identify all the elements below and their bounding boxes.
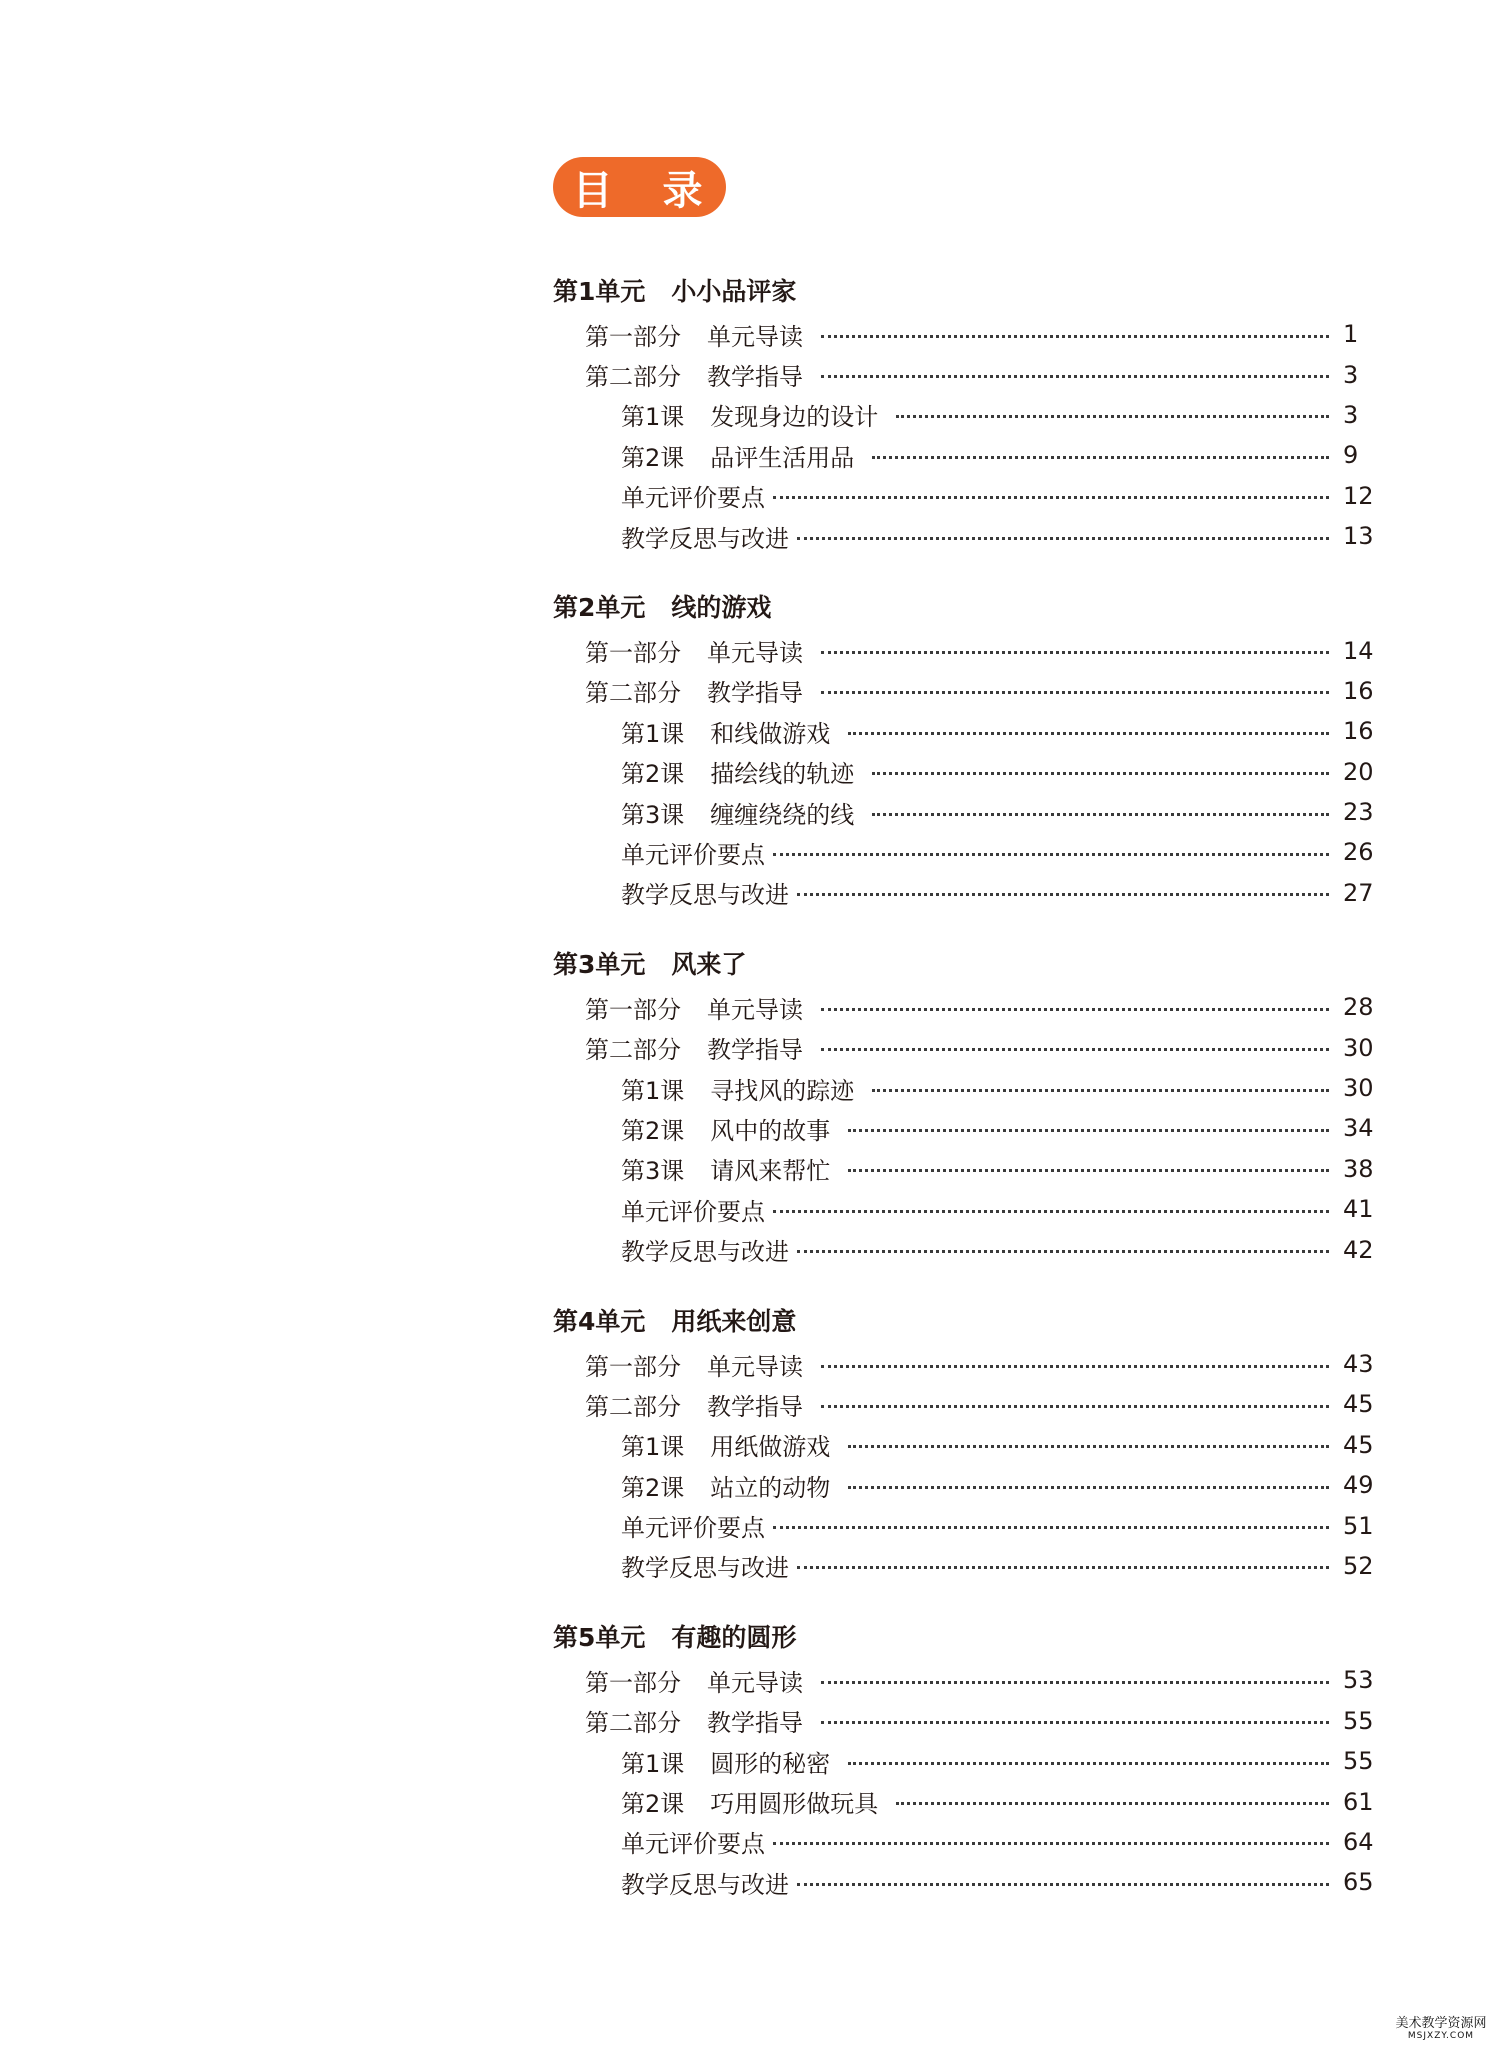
dot-leader [797, 893, 1329, 896]
entry-label [621, 1865, 789, 1900]
entry-title: 站立的动物 [710, 1473, 831, 1502]
entry-label [585, 1703, 803, 1738]
entry-section: 单元评价要点 [621, 484, 765, 513]
dot-leader [821, 375, 1329, 378]
unit-heading[interactable] [553, 943, 1383, 987]
toc-entry[interactable] [553, 1781, 1383, 1821]
unit-heading[interactable] [553, 270, 1383, 314]
toc-entry[interactable] [553, 1660, 1383, 1700]
toc-entry[interactable] [553, 1465, 1383, 1505]
entry-section: 教学反思与改进 [621, 881, 789, 910]
page-number: 42 [1343, 1235, 1374, 1264]
toc-entry[interactable] [553, 987, 1383, 1027]
dot-leader [773, 1210, 1329, 1213]
entry-label [621, 519, 789, 554]
dot-leader [848, 1129, 1329, 1132]
page-number: 45 [1343, 1390, 1374, 1419]
toc-entry[interactable] [553, 671, 1383, 711]
watermark-en: MSJXZY.COM [1407, 2031, 1475, 2041]
entry-title: 缠缠绕绕的线 [710, 800, 855, 829]
entry-label [585, 673, 803, 708]
entry-label [621, 1468, 830, 1503]
toc-entry[interactable] [553, 832, 1383, 872]
toc-entry[interactable] [553, 1384, 1383, 1424]
page-number: 13 [1343, 522, 1374, 551]
entry-title: 教学指导 [707, 1036, 803, 1065]
entry-section: 第2课 [621, 443, 685, 472]
toc-entry[interactable] [553, 1546, 1383, 1586]
page-number: 52 [1343, 1551, 1374, 1580]
page-number: 9 [1343, 441, 1359, 470]
unit-heading[interactable] [553, 586, 1383, 630]
entry-section: 第1课 [621, 1433, 685, 1462]
unit-number: 第3单元 [553, 950, 646, 980]
entry-section: 第1课 [621, 719, 685, 748]
toc-entry[interactable] [553, 711, 1383, 751]
entry-label [585, 317, 803, 352]
entry-label [585, 1387, 803, 1422]
entry-section: 单元评价要点 [621, 1197, 765, 1226]
page-number: 14 [1343, 636, 1374, 665]
dot-leader [848, 1445, 1329, 1448]
toc-entry[interactable] [553, 395, 1383, 435]
entry-title: 描绘线的轨迹 [710, 760, 855, 789]
dot-leader [821, 1681, 1329, 1684]
toc-entry[interactable] [553, 1822, 1383, 1862]
toc-entry[interactable] [553, 435, 1383, 475]
entry-section: 第2课 [621, 760, 685, 789]
dot-leader [821, 1405, 1329, 1408]
entry-title: 用纸做游戏 [710, 1433, 831, 1462]
toc-entry[interactable] [553, 314, 1383, 354]
entry-section: 第1课 [621, 1076, 685, 1105]
entry-title: 品评生活用品 [710, 443, 855, 472]
toc-unit [553, 586, 1383, 913]
page-number: 1 [1343, 320, 1359, 349]
page-number: 41 [1343, 1195, 1374, 1224]
entry-label [621, 1824, 765, 1859]
unit-number: 第5单元 [553, 1623, 646, 1653]
toc-entry[interactable] [553, 630, 1383, 670]
dot-leader [872, 456, 1329, 459]
toc-unit [553, 1616, 1383, 1902]
page-number: 55 [1343, 1706, 1374, 1735]
unit-name: 用纸来创意 [671, 1306, 797, 1336]
entry-section: 第3课 [621, 1157, 685, 1186]
entry-title: 巧用圆形做玩具 [710, 1790, 879, 1819]
entry-title: 圆形的秘密 [710, 1749, 831, 1778]
entry-section: 教学反思与改进 [621, 1238, 789, 1267]
page-number: 27 [1343, 878, 1374, 907]
entry-section: 教学反思与改进 [621, 1870, 789, 1899]
toc-entry[interactable] [553, 1862, 1383, 1902]
entry-title: 教学指导 [707, 679, 803, 708]
dot-leader [896, 1802, 1329, 1805]
entry-label [585, 1030, 803, 1065]
entry-label [621, 1744, 830, 1779]
page-number: 16 [1343, 676, 1374, 705]
dot-leader [821, 651, 1329, 654]
dot-leader [848, 1762, 1329, 1765]
entry-section: 第一部分 [585, 995, 681, 1024]
entry-section: 第二部分 [585, 1392, 681, 1421]
entry-label [621, 1192, 765, 1227]
toc-unit [553, 1300, 1383, 1586]
page-number: 49 [1343, 1471, 1374, 1500]
toc-entry[interactable] [553, 1425, 1383, 1465]
entry-title: 和线做游戏 [710, 719, 831, 748]
toc-entry[interactable] [553, 1068, 1383, 1108]
page-number: 65 [1343, 1868, 1374, 1897]
page-number: 55 [1343, 1747, 1374, 1776]
page-number: 45 [1343, 1430, 1374, 1459]
page-number: 30 [1343, 1033, 1374, 1062]
dot-leader [821, 1048, 1329, 1051]
entry-section: 第二部分 [585, 679, 681, 708]
entry-label [621, 478, 765, 513]
toc-entry[interactable] [553, 1701, 1383, 1741]
entry-label [621, 795, 854, 830]
dot-leader [896, 415, 1329, 418]
entry-section: 第2课 [621, 1790, 685, 1819]
entry-section: 第2课 [621, 1473, 685, 1502]
page-number: 38 [1343, 1154, 1374, 1183]
entry-title: 单元导读 [707, 1352, 803, 1381]
dot-leader [773, 496, 1329, 499]
dot-leader [872, 1089, 1329, 1092]
watermark-cn: 美术教学资源网 [1395, 2016, 1487, 2031]
dot-leader [848, 1486, 1329, 1489]
dot-leader [872, 813, 1329, 816]
entry-title: 教学指导 [707, 363, 803, 392]
table-of-contents [553, 270, 1383, 1933]
entry-section: 单元评价要点 [621, 1830, 765, 1859]
entry-label [621, 1508, 765, 1543]
dot-leader [821, 1721, 1329, 1724]
entry-section: 教学反思与改进 [621, 1554, 789, 1583]
toc-entry[interactable] [553, 1149, 1383, 1189]
unit-number: 第1单元 [553, 277, 646, 306]
entry-section: 第二部分 [585, 1036, 681, 1065]
entry-label [621, 1111, 830, 1146]
page-number: 3 [1343, 360, 1359, 389]
entry-label [621, 1151, 830, 1186]
entry-section: 第二部分 [585, 363, 681, 392]
entry-section: 第2课 [621, 1116, 685, 1145]
toc-entry[interactable] [553, 1741, 1383, 1781]
watermark [1389, 2017, 1493, 2045]
entry-title: 发现身边的设计 [710, 403, 879, 432]
dot-leader [821, 335, 1329, 338]
dot-leader [821, 1008, 1329, 1011]
entry-title: 教学指导 [707, 1709, 803, 1738]
unit-number: 第2单元 [553, 593, 646, 623]
entry-label [621, 835, 765, 870]
page-number: 53 [1343, 1666, 1374, 1695]
page-number: 28 [1343, 993, 1374, 1022]
unit-name: 风来了 [671, 950, 747, 980]
page-number: 20 [1343, 757, 1374, 786]
unit-number: 第4单元 [553, 1306, 646, 1336]
entry-title: 教学指导 [707, 1392, 803, 1421]
dot-leader [872, 772, 1329, 775]
entry-section: 第二部分 [585, 1709, 681, 1738]
entry-title: 单元导读 [707, 995, 803, 1024]
toc-unit [553, 943, 1383, 1270]
entry-label [621, 875, 789, 910]
dot-leader [797, 1250, 1329, 1253]
entry-title: 风中的故事 [710, 1116, 831, 1145]
entry-section: 第1课 [621, 403, 685, 432]
entry-section: 单元评价要点 [621, 1514, 765, 1543]
page-number: 30 [1343, 1074, 1374, 1103]
entry-section: 第一部分 [585, 322, 681, 351]
toc-entry[interactable] [553, 792, 1383, 832]
page-number: 61 [1343, 1787, 1374, 1816]
toc-entry[interactable] [553, 1189, 1383, 1229]
entry-label [621, 438, 854, 473]
page-number: 51 [1343, 1511, 1374, 1540]
toc-entry[interactable] [553, 516, 1383, 556]
page-number: 43 [1343, 1350, 1374, 1378]
entry-title: 寻找风的踪迹 [710, 1076, 855, 1105]
toc-entry[interactable] [553, 1505, 1383, 1545]
dot-leader [821, 691, 1329, 694]
toc-unit [553, 270, 1383, 556]
toc-entry[interactable] [553, 1344, 1383, 1384]
dot-leader [773, 1526, 1329, 1529]
entry-label [585, 990, 803, 1025]
entry-section: 第3课 [621, 800, 685, 829]
page-number: 34 [1343, 1114, 1374, 1143]
unit-name: 有趣的圆形 [671, 1623, 797, 1653]
entry-label [585, 357, 803, 392]
entry-label [585, 1663, 803, 1698]
toc-entry[interactable] [553, 354, 1383, 394]
page-number: 3 [1343, 400, 1359, 429]
entry-label [621, 397, 878, 432]
dot-leader [773, 853, 1329, 856]
dot-leader [848, 732, 1329, 735]
dot-leader [848, 1169, 1329, 1172]
toc-entry[interactable] [553, 873, 1383, 913]
dot-leader [773, 1842, 1329, 1845]
page-number: 23 [1343, 798, 1374, 827]
dot-leader [821, 1365, 1329, 1368]
entry-section: 教学反思与改进 [621, 524, 789, 553]
entry-title: 单元导读 [707, 1668, 803, 1697]
page-number: 16 [1343, 717, 1374, 746]
toc-entry[interactable] [553, 476, 1383, 516]
entry-title: 请风来帮忙 [710, 1157, 831, 1186]
entry-section: 第一部分 [585, 639, 681, 668]
toc-entry[interactable] [553, 1229, 1383, 1269]
entry-label [621, 1784, 878, 1819]
entry-label [621, 754, 854, 789]
entry-label [585, 1347, 803, 1382]
entry-section: 单元评价要点 [621, 840, 765, 869]
toc-entry[interactable] [553, 1108, 1383, 1148]
unit-name: 线的游戏 [671, 593, 772, 623]
dot-leader [797, 537, 1329, 540]
unit-heading[interactable] [553, 1300, 1383, 1344]
entry-label [585, 633, 803, 668]
entry-label [621, 1071, 854, 1106]
entry-section: 第一部分 [585, 1668, 681, 1697]
page-number: 26 [1343, 838, 1374, 867]
page-number: 12 [1343, 481, 1374, 510]
entry-title: 单元导读 [707, 639, 803, 668]
entry-label [621, 1427, 830, 1462]
page-title: 目 录 [553, 157, 726, 217]
entry-section: 第一部分 [585, 1352, 681, 1381]
entry-label [621, 1232, 789, 1267]
unit-name: 小小品评家 [671, 277, 797, 306]
entry-label [621, 714, 830, 749]
entry-label [621, 1548, 789, 1583]
dot-leader [797, 1883, 1329, 1886]
dot-leader [797, 1566, 1329, 1569]
entry-title: 单元导读 [707, 322, 803, 351]
entry-section: 第1课 [621, 1749, 685, 1778]
page-number: 64 [1343, 1827, 1374, 1856]
toc-entry[interactable] [553, 1027, 1383, 1067]
toc-entry[interactable] [553, 752, 1383, 792]
unit-heading[interactable] [553, 1616, 1383, 1660]
